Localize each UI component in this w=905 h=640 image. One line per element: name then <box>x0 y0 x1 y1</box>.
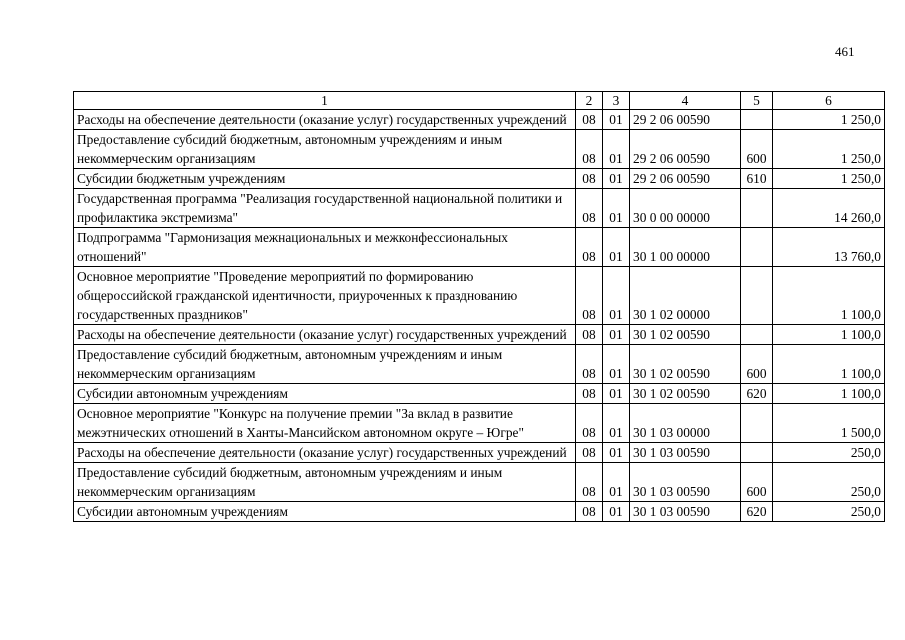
code-section-cell: 08 <box>576 267 603 325</box>
table-row <box>74 443 885 463</box>
expense-type-cell <box>741 325 773 345</box>
expense-type-cell <box>741 443 773 463</box>
amount-cell: 1 100,0 <box>773 267 885 325</box>
target-article-cell: 30 0 00 00000 <box>630 189 741 228</box>
amount-cell: 1 100,0 <box>773 384 885 404</box>
code-subsection-cell: 01 <box>603 130 630 169</box>
header-cell: 4 <box>630 92 741 110</box>
header-cell: 5 <box>741 92 773 110</box>
target-article-cell: 30 1 03 00590 <box>630 443 741 463</box>
header-cell: 6 <box>773 92 885 110</box>
target-article-cell: 30 1 00 00000 <box>630 228 741 267</box>
code-section-cell: 08 <box>576 404 603 443</box>
header-cell: 3 <box>603 92 630 110</box>
code-section-cell: 08 <box>576 384 603 404</box>
target-article-cell: 30 1 03 00590 <box>630 463 741 502</box>
row-name-cell: Государственная программа "Реализация государственной национальной политики и профилактика экстремизма" <box>74 189 576 228</box>
row-name-cell: Основное мероприятие "Конкурс на получение премии "За вклад в развитие межэтнических отношений в Ханты-Мансийском автономном округе – Югре" <box>74 404 576 443</box>
table-row <box>74 110 885 130</box>
target-article-cell: 30 1 02 00590 <box>630 325 741 345</box>
amount-cell: 1 100,0 <box>773 325 885 345</box>
code-subsection-cell: 01 <box>603 228 630 267</box>
expense-type-cell: 600 <box>741 463 773 502</box>
row-name-cell: Основное мероприятие "Проведение мероприятий по формированию общероссийской гражданской идентичности, приуроченных к празднованию государственных праздников" <box>74 267 576 325</box>
expense-type-cell <box>741 267 773 325</box>
target-article-cell: 29 2 06 00590 <box>630 130 741 169</box>
table-row <box>74 169 885 189</box>
code-section-cell: 08 <box>576 463 603 502</box>
code-section-cell: 08 <box>576 228 603 267</box>
row-name-cell: Расходы на обеспечение деятельности (оказание услуг) государственных учреждений <box>74 110 576 130</box>
amount-cell: 250,0 <box>773 502 885 522</box>
code-section-cell: 08 <box>576 502 603 522</box>
code-section-cell: 08 <box>576 130 603 169</box>
table-row <box>74 325 885 345</box>
row-name-cell: Предоставление субсидий бюджетным, автономным учреждениям и иным некоммерческим организациям <box>74 130 576 169</box>
table-row <box>74 404 885 443</box>
expense-type-cell <box>741 189 773 228</box>
amount-cell: 1 250,0 <box>773 110 885 130</box>
table-row <box>74 502 885 522</box>
amount-cell: 250,0 <box>773 463 885 502</box>
target-article-cell: 30 1 02 00590 <box>630 384 741 404</box>
amount-cell: 1 500,0 <box>773 404 885 443</box>
code-subsection-cell: 01 <box>603 325 630 345</box>
table-row <box>74 384 885 404</box>
table-row <box>74 189 885 228</box>
amount-cell: 14 260,0 <box>773 189 885 228</box>
code-subsection-cell: 01 <box>603 384 630 404</box>
expense-type-cell: 600 <box>741 345 773 384</box>
expense-type-cell <box>741 404 773 443</box>
code-subsection-cell: 01 <box>603 502 630 522</box>
target-article-cell: 29 2 06 00590 <box>630 169 741 189</box>
row-name-cell: Расходы на обеспечение деятельности (оказание услуг) государственных учреждений <box>74 443 576 463</box>
code-section-cell: 08 <box>576 169 603 189</box>
table-header-row <box>74 92 885 110</box>
row-name-cell: Предоставление субсидий бюджетным, автономным учреждениям и иным некоммерческим организациям <box>74 345 576 384</box>
page-number: 461 <box>835 44 855 59</box>
code-subsection-cell: 01 <box>603 463 630 502</box>
expense-type-cell: 620 <box>741 384 773 404</box>
code-section-cell: 08 <box>576 345 603 384</box>
expense-type-cell: 620 <box>741 502 773 522</box>
amount-cell: 1 250,0 <box>773 130 885 169</box>
amount-cell: 250,0 <box>773 443 885 463</box>
target-article-cell: 30 1 03 00000 <box>630 404 741 443</box>
code-subsection-cell: 01 <box>603 443 630 463</box>
row-name-cell: Субсидии автономным учреждениям <box>74 502 576 522</box>
target-article-cell: 29 2 06 00590 <box>630 110 741 130</box>
table-row <box>74 345 885 384</box>
code-section-cell: 08 <box>576 189 603 228</box>
amount-cell: 1 250,0 <box>773 169 885 189</box>
row-name-cell: Субсидии автономным учреждениям <box>74 384 576 404</box>
target-article-cell: 30 1 02 00590 <box>630 345 741 384</box>
expense-type-cell <box>741 110 773 130</box>
budget-table <box>73 91 885 522</box>
target-article-cell: 30 1 03 00590 <box>630 502 741 522</box>
expense-type-cell: 610 <box>741 169 773 189</box>
table-row <box>74 267 885 325</box>
code-subsection-cell: 01 <box>603 267 630 325</box>
code-subsection-cell: 01 <box>603 345 630 384</box>
table-row <box>74 228 885 267</box>
amount-cell: 1 100,0 <box>773 345 885 384</box>
table-row <box>74 130 885 169</box>
code-section-cell: 08 <box>576 443 603 463</box>
code-section-cell: 08 <box>576 325 603 345</box>
row-name-cell: Предоставление субсидий бюджетным, автономным учреждениям и иным некоммерческим организациям <box>74 463 576 502</box>
expense-type-cell: 600 <box>741 130 773 169</box>
code-subsection-cell: 01 <box>603 404 630 443</box>
header-cell: 1 <box>74 92 576 110</box>
code-subsection-cell: 01 <box>603 189 630 228</box>
header-cell: 2 <box>576 92 603 110</box>
table-row <box>74 463 885 502</box>
code-subsection-cell: 01 <box>603 110 630 130</box>
row-name-cell: Расходы на обеспечение деятельности (оказание услуг) государственных учреждений <box>74 325 576 345</box>
target-article-cell: 30 1 02 00000 <box>630 267 741 325</box>
row-name-cell: Субсидии бюджетным учреждениям <box>74 169 576 189</box>
code-section-cell: 08 <box>576 110 603 130</box>
expense-type-cell <box>741 228 773 267</box>
code-subsection-cell: 01 <box>603 169 630 189</box>
amount-cell: 13 760,0 <box>773 228 885 267</box>
row-name-cell: Подпрограмма "Гармонизация межнациональных и межконфессиональных отношений" <box>74 228 576 267</box>
